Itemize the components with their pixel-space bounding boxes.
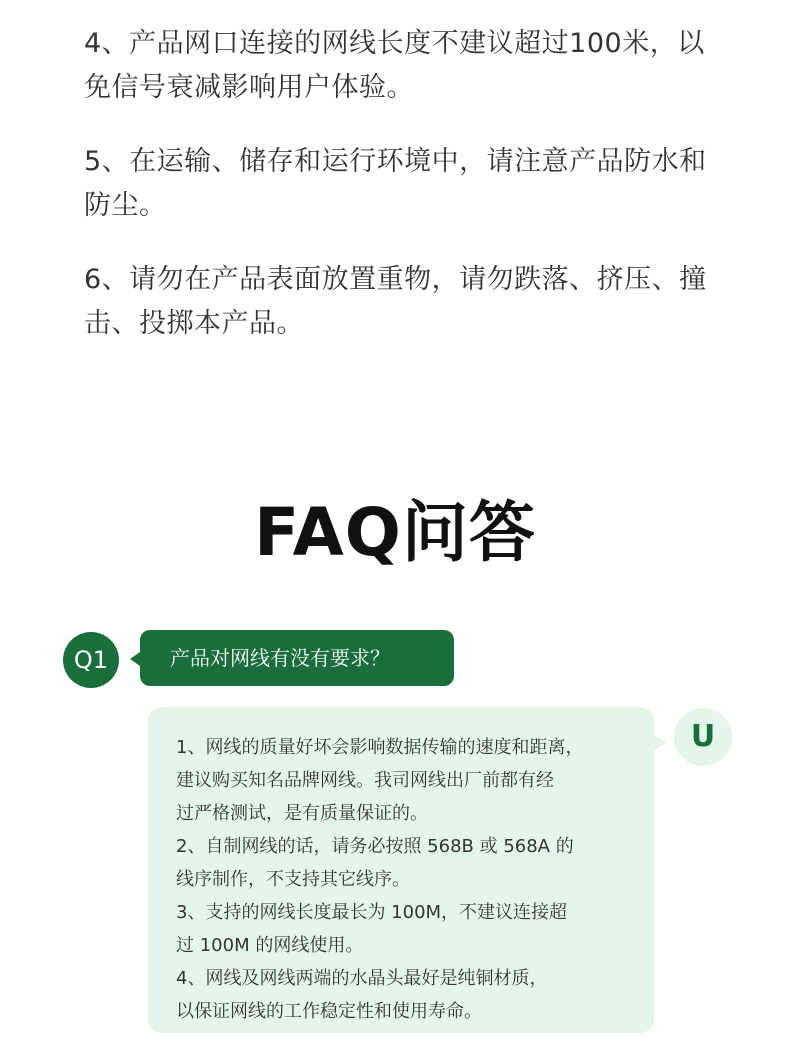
note-line: 防尘。 bbox=[84, 190, 167, 221]
note-line: 5、在运输、储存和运行环境中，请注意产品防水和 bbox=[84, 146, 707, 177]
note-item bbox=[84, 258, 724, 346]
answer-line: 过严格测试，是有质量保证的。 bbox=[176, 803, 428, 824]
question-bubble bbox=[140, 630, 454, 686]
answer-line: 以保证网线的工作稳定性和使用寿命。 bbox=[176, 1001, 482, 1022]
answer-line: 4、网线及网线两端的水晶头最好是纯铜材质， bbox=[176, 968, 548, 989]
answer-line: 过 100M 的网线使用。 bbox=[176, 935, 364, 956]
answer-badge: U bbox=[674, 708, 732, 766]
question-badge: Q1 bbox=[63, 632, 119, 688]
answer-bubble bbox=[148, 707, 654, 1033]
note-item bbox=[84, 140, 724, 228]
answer-line: 线序制作，不支持其它线序。 bbox=[176, 869, 410, 890]
usage-notes bbox=[84, 22, 724, 376]
answer-line: 1、网线的质量好坏会影响数据传输的速度和距离， bbox=[176, 737, 584, 758]
answer-text bbox=[176, 731, 641, 1028]
note-line: 4、产品网口连接的网线长度不建议超过100米，以 bbox=[84, 28, 705, 59]
question-text: 产品对网线有没有要求？ bbox=[170, 646, 390, 670]
faq-title: FAQ问答 bbox=[254, 494, 536, 571]
note-line: 击、投掷本产品。 bbox=[84, 308, 304, 339]
note-line: 免信号衰减影响用户体验。 bbox=[84, 72, 414, 103]
note-line: 6、请勿在产品表面放置重物，请勿跌落、挤压、撞 bbox=[84, 264, 707, 295]
note-item bbox=[84, 22, 724, 110]
answer-line: 2、自制网线的话，请务必按照 568B 或 568A 的 bbox=[176, 836, 574, 857]
answer-line: 建议购买知名品牌网线。我司网线出厂前都有经 bbox=[176, 770, 554, 791]
answer-line: 3、支持的网线长度最长为 100M，不建议连接超 bbox=[176, 902, 568, 923]
